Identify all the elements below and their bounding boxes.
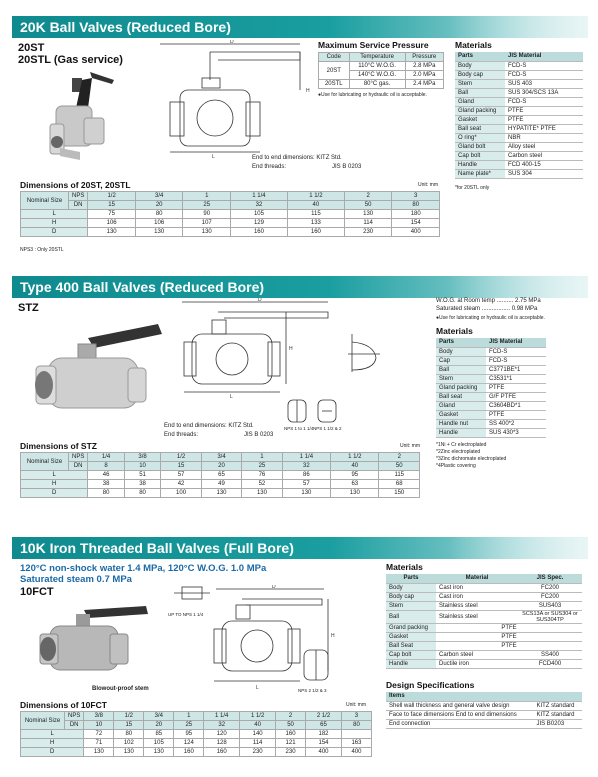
dim-cell <box>341 730 371 739</box>
model-20stl: 20STL (Gas service) <box>18 54 123 66</box>
mat-part: Cap <box>436 356 486 365</box>
unit-stz: Unit: mm <box>400 443 420 449</box>
mps-note: ●Use for lubricating or hydraulic oil is acceptable. <box>318 92 427 98</box>
dim-cell: 72 <box>84 730 114 739</box>
up-to-label: UP TO NPS 1 1/4 <box>168 612 204 617</box>
mat-part: Stem <box>436 374 486 383</box>
note-stz-1: *1Ni + Cr electroplated <box>436 442 487 448</box>
mat-part: Handle nut <box>436 419 486 428</box>
dim-cell: 114 <box>344 219 392 228</box>
dimensions-title-20st: Dimensions of 20ST, 20STL <box>20 180 131 190</box>
nps-value: 1 1/2 <box>240 712 276 721</box>
dim-cell: 230 <box>240 748 276 757</box>
dim-row-label: L <box>21 730 84 739</box>
dn-label: DN <box>69 201 88 210</box>
dn-value: 15 <box>161 462 201 471</box>
dim-cell: 130 <box>344 210 392 219</box>
dn-value: 20 <box>135 201 183 210</box>
dim-cell: 400 <box>392 228 440 237</box>
mps-header-temp: Temperature <box>349 53 405 62</box>
svg-text:L: L <box>230 394 233 400</box>
mps-cell: 140°C W.O.G. <box>349 71 405 80</box>
dim-cell: 65 <box>201 471 241 480</box>
dimensions-table-stz <box>20 452 420 498</box>
dim-cell: 95 <box>174 730 204 739</box>
nps-value: 1 <box>242 453 282 462</box>
mat-value: Cast iron <box>436 583 518 592</box>
mat-part: Ball Seat <box>386 641 436 650</box>
dim-cell: 130 <box>201 489 241 498</box>
dim-cell: 106 <box>88 219 136 228</box>
mat-value: FCD 400-15 <box>505 160 583 169</box>
dim-cell: 75 <box>88 210 136 219</box>
mat-header: Parts <box>436 338 486 347</box>
note-stz-2: *2Zinc electroplated <box>436 449 481 455</box>
dim-cell: 130 <box>135 228 183 237</box>
dim-cell: 130 <box>331 489 379 498</box>
mat-part: Body <box>386 583 436 592</box>
dim-cell: 57 <box>161 471 201 480</box>
svg-text:L: L <box>212 154 215 160</box>
nps-value: 3/4 <box>201 453 241 462</box>
dn-value: 50 <box>379 462 420 471</box>
mat-part: Grand packing <box>386 623 436 632</box>
dimensions-title-10fct: Dimensions of 10FCT <box>20 700 107 710</box>
dim-cell: 115 <box>379 471 420 480</box>
dn-value: 80 <box>392 201 440 210</box>
dim-cell: 120 <box>204 730 240 739</box>
mat-value: NBR <box>505 133 583 142</box>
mat-value: PTFE <box>486 410 546 419</box>
materials-note-20st: *for 20STL only <box>455 185 490 191</box>
nps-label: NPS <box>65 712 84 721</box>
design-spec-table <box>386 692 582 729</box>
nps-value: 1/2 <box>88 192 136 201</box>
mps-cell: 2.0 MPa <box>405 71 443 80</box>
dn-value: 32 <box>282 462 330 471</box>
materials-title-stz: Materials <box>436 326 473 336</box>
mps-title: Maximum Service Pressure <box>318 40 429 50</box>
svg-text:H: H <box>306 88 310 94</box>
dimensions-table-10fct <box>20 711 372 757</box>
mat-value: Carbon steel <box>505 151 583 160</box>
note-stz-4: *4Plastic covering <box>436 463 476 469</box>
mat-value: G/F PTFE <box>486 392 546 401</box>
dim-cell: 85 <box>144 730 174 739</box>
nominal-size-label: Nominal Size <box>21 192 69 210</box>
dim-cell: 105 <box>144 739 174 748</box>
materials-title-10fct: Materials <box>386 562 423 572</box>
dn-value: 40 <box>240 721 276 730</box>
dim-cell: 154 <box>392 219 440 228</box>
nps-value: 1 <box>174 712 204 721</box>
wog-text: W.O.G. at Room temp .......... 2.75 MPa <box>436 298 541 304</box>
dim-cell: 133 <box>287 219 344 228</box>
mat-part: Ball <box>436 365 486 374</box>
dim-cell: 400 <box>341 748 371 757</box>
photo-caption-10fct: Blowout-proof stem <box>92 686 149 692</box>
dim-cell: 102 <box>114 739 144 748</box>
mat-part: Ball seat <box>436 392 486 401</box>
mps-cell: 2.4 MPa <box>405 80 443 89</box>
mat-part: Body cap <box>386 592 436 601</box>
mat-value: Ductile iron <box>436 659 518 668</box>
valve-photo-20st <box>40 68 120 173</box>
mat-part: Stem <box>455 79 505 88</box>
dn-value: 15 <box>88 201 136 210</box>
mat-part: Handle <box>436 428 486 437</box>
valve-photo-10fct <box>36 600 156 684</box>
dn-value: 15 <box>114 721 144 730</box>
note-stz-3: *3Zinc dichromate electroplated <box>436 456 507 462</box>
mat-value: HYPATITE* PTFE <box>505 124 583 133</box>
nps-value: 2 1/2 <box>306 712 342 721</box>
mat-value: SUS 304 <box>505 169 583 178</box>
materials-table-10fct <box>386 574 582 669</box>
ds-item: End connection <box>386 719 533 728</box>
mat-value: SUS 403 <box>505 79 583 88</box>
dn-value: 20 <box>144 721 174 730</box>
mat-part: Stem <box>386 601 436 610</box>
s3-line2: Saturated steam 0.7 MPa <box>20 574 132 585</box>
dim-row-label: L <box>21 471 88 480</box>
section3-band <box>12 537 588 559</box>
mat-header: Parts <box>386 574 436 583</box>
dim-cell: 52 <box>242 480 282 489</box>
footnote-20st: NPS3 : Only 20STL <box>20 247 64 253</box>
dim-cell: 107 <box>183 219 231 228</box>
ds-item: Face to face dimensions End to end dimensions <box>386 710 533 719</box>
mat-value: PTFE <box>436 632 582 641</box>
dim-cell: 230 <box>344 228 392 237</box>
dim-cell: 38 <box>88 480 124 489</box>
end-to-end-20st: End to end dimensions: KITZ Std. <box>252 155 342 161</box>
dim-cell: 163 <box>341 739 371 748</box>
mat-spec: SS400 <box>518 650 582 659</box>
end-threads-value-stz: JIS B 0203 <box>244 432 274 438</box>
mat-part: Gasket <box>436 410 486 419</box>
mat-part: Gland <box>436 401 486 410</box>
end-threads-value-20st: JIS B 0203 <box>332 164 362 170</box>
mat-header: JIS Material <box>486 338 546 347</box>
valve-photo-stz <box>28 318 168 423</box>
dn-value: 10 <box>84 721 114 730</box>
model-stz: STZ <box>18 302 39 314</box>
dim-cell: 160 <box>287 228 344 237</box>
dim-cell: 230 <box>276 748 306 757</box>
dim-cell: 57 <box>282 480 330 489</box>
ds-value: JIS B0203 <box>533 719 582 728</box>
dim-cell: 80 <box>124 489 160 498</box>
svg-text:H: H <box>331 633 335 639</box>
dim-cell: 128 <box>204 739 240 748</box>
dn-value: 50 <box>344 201 392 210</box>
mat-value: PTFE <box>486 383 546 392</box>
mat-value: Alloy steel <box>505 142 583 151</box>
dim-row-label: H <box>21 739 84 748</box>
materials-table-stz <box>436 338 546 438</box>
stz-side-view <box>346 328 386 378</box>
dim-cell: 130 <box>84 748 114 757</box>
nps-value: 3/4 <box>144 712 174 721</box>
mat-value: FCD-S <box>505 61 583 70</box>
dim-cell: 130 <box>144 748 174 757</box>
mat-value: PTFE <box>436 641 582 650</box>
nps-label: NPS <box>69 192 88 201</box>
nps-value: 1/4 <box>88 453 124 462</box>
mat-value: C3531*1 <box>486 374 546 383</box>
dim-cell: 160 <box>276 730 306 739</box>
dim-cell: 130 <box>183 228 231 237</box>
nps-value: 1 1/2 <box>331 453 379 462</box>
nps-value: 1/2 <box>114 712 144 721</box>
oil-note-stz: ●Use for lubricating or hydraulic oil is acceptable. <box>436 315 545 321</box>
svg-text:H: H <box>289 346 293 352</box>
nominal-size-label: Nominal Size <box>21 712 65 730</box>
nominal-size-label: Nominal Size <box>21 453 69 471</box>
dim-cell: 124 <box>174 739 204 748</box>
nps-value: 2 <box>344 192 392 201</box>
mat-part: Ball <box>455 88 505 97</box>
dim-cell: 150 <box>379 489 420 498</box>
dimensions-table-20st <box>20 191 440 237</box>
nps-value: 1/2 <box>161 453 201 462</box>
dim-cell: 95 <box>331 471 379 480</box>
svg-text:D: D <box>272 585 276 590</box>
mat-part: Gland packing <box>455 106 505 115</box>
nps-value: 3/8 <box>124 453 160 462</box>
model-20st: 20ST <box>18 42 45 54</box>
dim-cell: 42 <box>161 480 201 489</box>
mps-cell: 2.8 MPa <box>405 62 443 71</box>
mat-value: FCD-S <box>486 356 546 365</box>
dim-cell: 114 <box>240 739 276 748</box>
nps-value: 2 <box>379 453 420 462</box>
end-threads-label-stz: End threads: <box>164 432 199 438</box>
mat-value: PTFE <box>505 106 583 115</box>
dn-value: 25 <box>183 201 231 210</box>
dn-value: 20 <box>201 462 241 471</box>
nps-value: 1 1/4 <box>204 712 240 721</box>
mps-cell: 20ST <box>319 62 350 80</box>
dim-cell: 160 <box>204 748 240 757</box>
nps-value: 1 1/2 <box>287 192 344 201</box>
dim-cell: 100 <box>161 489 201 498</box>
mat-spec: FC200 <box>518 592 582 601</box>
mat-value: FCD-S <box>505 97 583 106</box>
end-to-end-stz: End to end dimensions: KITZ Std. <box>164 423 254 429</box>
dim-cell: 130 <box>88 228 136 237</box>
mps-cell: 110°C W.O.G. <box>349 62 405 71</box>
mat-part: Gland packing <box>436 383 486 392</box>
dn-value: 32 <box>231 201 288 210</box>
model-10fct: 10FCT <box>20 586 54 598</box>
section2-title: Type 400 Ball Valves (Reduced Bore) <box>20 279 265 295</box>
mat-value: SUS 304/SCS 13A <box>505 88 583 97</box>
ds-item: Shell wall thickness and general valve design <box>386 701 533 710</box>
unit-20st: Unit: mm <box>418 182 438 188</box>
materials-title-20st: Materials <box>455 40 492 50</box>
mat-part: Gland <box>455 97 505 106</box>
mat-part: Gland bolt <box>455 142 505 151</box>
mat-value: Cast iron <box>436 592 518 601</box>
dn-value: 50 <box>276 721 306 730</box>
mat-value: C3604BD*1 <box>486 401 546 410</box>
mps-table <box>318 52 444 89</box>
mat-value: PTFE <box>505 115 583 124</box>
mat-spec: FC200 <box>518 583 582 592</box>
ds-value: KITZ standard <box>533 701 582 710</box>
mps-cell: 80°C gas. <box>349 80 405 89</box>
svg-text:D: D <box>230 40 234 45</box>
dim-cell: 80 <box>88 489 124 498</box>
mat-part: Gasket <box>386 632 436 641</box>
dim-cell: 160 <box>174 748 204 757</box>
dim-cell: 182 <box>306 730 342 739</box>
mat-part: Ball seat <box>455 124 505 133</box>
mps-header-pressure: Pressure <box>405 53 443 62</box>
dim-cell: 76 <box>242 471 282 480</box>
section1-title: 20K Ball Valves (Reduced Bore) <box>20 19 231 35</box>
dim-cell: 140 <box>240 730 276 739</box>
mat-part: Gasket <box>455 115 505 124</box>
mat-part: Body <box>436 347 486 356</box>
mat-value: SUS 430*3 <box>486 428 546 437</box>
dim-row-label: D <box>21 228 88 237</box>
nps-value: 3/4 <box>135 192 183 201</box>
nps-small1: NPS 1 to 1 1/4 <box>284 426 314 431</box>
dim-cell: 121 <box>276 739 306 748</box>
nps-value: 3 <box>341 712 371 721</box>
dim-cell: 130 <box>114 748 144 757</box>
dn-value: 80 <box>341 721 371 730</box>
mat-value: FCD-S <box>505 70 583 79</box>
mat-header: JIS Spec. <box>518 574 582 583</box>
nps-value: 1 <box>183 192 231 201</box>
dim-row-label: H <box>21 480 88 489</box>
design-spec-title: Design Specifications <box>386 680 475 690</box>
dim-cell: 115 <box>287 210 344 219</box>
nps-value: 1 1/4 <box>282 453 330 462</box>
dim-cell: 38 <box>124 480 160 489</box>
dn-value: 10 <box>124 462 160 471</box>
section2-band <box>12 276 588 298</box>
mat-header: JIS Material <box>505 52 583 61</box>
nps-value: 1 1/4 <box>231 192 288 201</box>
svg-text:D: D <box>258 298 262 303</box>
mat-spec: SUS403 <box>518 601 582 610</box>
nps-value: 2 <box>276 712 306 721</box>
dim-row-label: H <box>21 219 88 228</box>
dim-cell: 105 <box>231 210 288 219</box>
nps-small-10fct: NPS 2 1/2 & 3 <box>298 688 327 693</box>
mat-part: Handle <box>386 659 436 668</box>
dim-cell: 80 <box>135 210 183 219</box>
dn-value: 32 <box>204 721 240 730</box>
svg-text:L: L <box>256 685 259 691</box>
dim-cell: 63 <box>331 480 379 489</box>
mat-value: FCD-S <box>486 347 546 356</box>
dim-cell: 130 <box>242 489 282 498</box>
section3-title: 10K Iron Threaded Ball Valves (Full Bore) <box>20 540 294 556</box>
dim-row-label: D <box>21 489 88 498</box>
dim-cell: 400 <box>306 748 342 757</box>
mat-spec: FCD400 <box>518 659 582 668</box>
dim-cell: 90 <box>183 210 231 219</box>
mat-value: Stainless steel <box>436 601 518 610</box>
nps-label: NPS <box>69 453 88 462</box>
nps-value: 3/8 <box>84 712 114 721</box>
mat-value: SS 400*2 <box>486 419 546 428</box>
nps-small2: NPS 1 1/2 & 2 <box>313 426 342 431</box>
mat-value: Stainless steel <box>436 610 518 623</box>
dn-value: 25 <box>242 462 282 471</box>
steam-text: Saturated steam ................. 0.98 MPa <box>436 306 538 312</box>
dn-label: DN <box>69 462 88 471</box>
ds-value: KITZ standard <box>533 710 582 719</box>
dim-row-label: L <box>21 210 88 219</box>
mat-part: Handle <box>455 160 505 169</box>
ds-header: Items <box>386 692 582 701</box>
dim-cell: 106 <box>135 219 183 228</box>
dim-cell: 80 <box>114 730 144 739</box>
mat-part: Ball <box>386 610 436 623</box>
mps-header-code: Code <box>319 53 350 62</box>
dim-cell: 71 <box>84 739 114 748</box>
dn-value: 40 <box>287 201 344 210</box>
mat-value: C3771BE*1 <box>486 365 546 374</box>
mat-part: Name plate* <box>455 169 505 178</box>
dn-value: 65 <box>306 721 342 730</box>
mat-header: Material <box>436 574 518 583</box>
mat-part: Body <box>455 61 505 70</box>
nps-value: 3 <box>392 192 440 201</box>
mat-part: Cap bolt <box>455 151 505 160</box>
dn-value: 8 <box>88 462 124 471</box>
unit-10fct: Unit: mm <box>346 702 366 708</box>
dim-cell: 49 <box>201 480 241 489</box>
dim-row-label: D <box>21 748 84 757</box>
dim-cell: 86 <box>282 471 330 480</box>
dim-cell: 154 <box>306 739 342 748</box>
mat-part: O ring* <box>455 133 505 142</box>
dim-cell: 46 <box>88 471 124 480</box>
dim-cell: 130 <box>282 489 330 498</box>
dim-cell: 68 <box>379 480 420 489</box>
mat-spec: SCS13A or SUS304 or SUS304TP <box>518 610 582 623</box>
materials-table-20st <box>455 52 583 179</box>
mat-value: PTFE <box>436 623 582 632</box>
mps-cell: 20STL <box>319 80 350 89</box>
dim-cell: 129 <box>231 219 288 228</box>
mat-part: Body cap <box>455 70 505 79</box>
dim-cell: 180 <box>392 210 440 219</box>
mat-part: Cap bolt <box>386 650 436 659</box>
dim-cell: 51 <box>124 471 160 480</box>
dn-value: 25 <box>174 721 204 730</box>
dn-label: DN <box>65 721 84 730</box>
s3-line1: 120°C non-shock water 1.4 MPa, 120°C W.O.G. 1.0 MPa <box>20 563 267 574</box>
section1-band <box>12 16 588 38</box>
dimensions-title-stz: Dimensions of STZ <box>20 441 97 451</box>
end-threads-label-20st: End threads: <box>252 164 287 170</box>
mat-value: Carbon steel <box>436 650 518 659</box>
dn-value: 40 <box>331 462 379 471</box>
mat-header: Parts <box>455 52 505 61</box>
dim-cell: 160 <box>231 228 288 237</box>
